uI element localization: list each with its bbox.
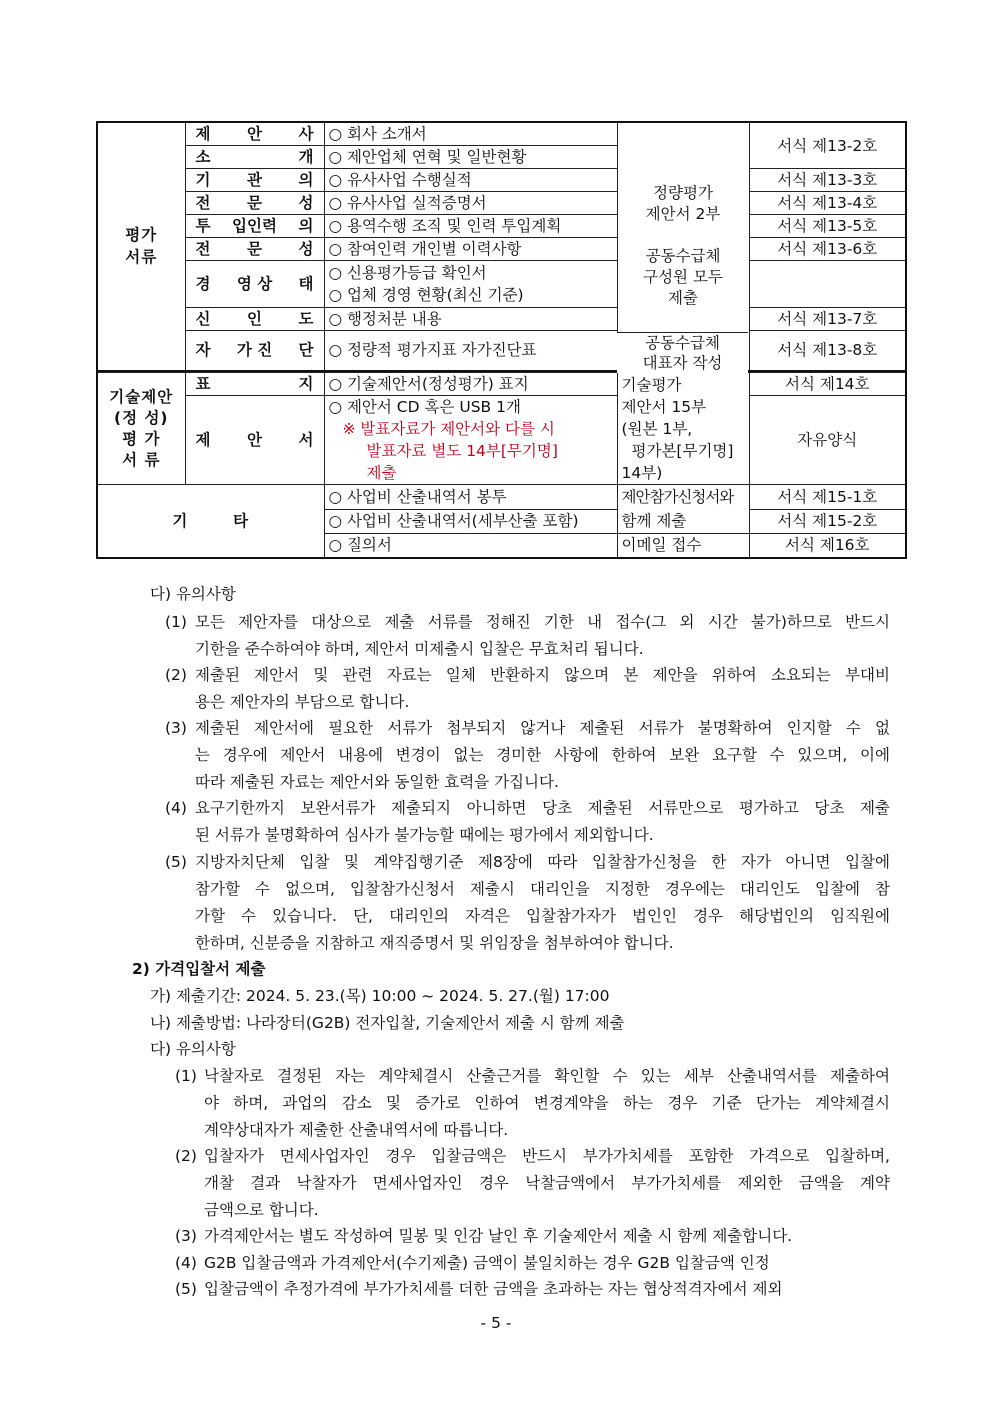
subcategory-expertise-b: 전 문 성 bbox=[185, 192, 324, 215]
subcategory-management: 경 영 상 태 bbox=[185, 261, 324, 308]
note-number: (4) bbox=[165, 799, 187, 817]
item-project-certificate: ○ 유사사업 실적증명서 bbox=[324, 192, 617, 215]
form-14: 서식 제14호 bbox=[749, 373, 906, 396]
submission-method: 나) 제출방법: 나라장터(G2B) 전자입찰, 기술제안서 제출 시 함께 제출 bbox=[150, 1014, 625, 1032]
note-number: (2) bbox=[165, 666, 187, 684]
page-number: - 5 - bbox=[480, 1314, 512, 1332]
form-13-4: 서식 제13-4호 bbox=[749, 192, 906, 215]
form-13-7: 서식 제13-7호 bbox=[749, 308, 906, 331]
note-text: 모든 제안자를 대상으로 제출 서류를 정해진 기한 내 접수(그 외 시간 불가)하므로 반드시 기한을 준수하여야 하며, 제안서 미제출시 입찰은 무효처리 됩니다. bbox=[195, 613, 890, 658]
note-text: 제출된 제안서에 필요한 서류가 첨부되지 않거나 제출된 서류가 불명확하여 인지할 수 없 는 경우에 제안서 내용에 변경이 없는 경미한 사항에 한하여 보완 요구할 수 있으며, 이에 따라 제출된 자료는 제안서와 동일한 효력을 가집니다. bbox=[195, 719, 890, 791]
notes-heading: 다) 유의사항 bbox=[150, 1040, 236, 1058]
document-table-lower bbox=[96, 372, 907, 559]
note-number: (5) bbox=[165, 853, 187, 871]
group-label-tech: 기술제안 (정 성) 평 가 서 류 bbox=[97, 373, 185, 485]
form-15-2: 서식 제15-2호 bbox=[749, 509, 906, 534]
note-text: 제출된 제안서 및 관련 자료는 일체 반환하지 않으며 본 제안을 위하여 소요되는 부대비 용은 제안자의 부담으로 합니다. bbox=[195, 666, 890, 711]
item-staff-resume: ○ 참여인력 개인별 이력사항 bbox=[324, 238, 617, 261]
subcategory-self-check: 자 가 진 단 bbox=[185, 331, 324, 371]
form-empty bbox=[749, 261, 906, 308]
submission-period: 가) 제출기간: 2024. 5. 23.(목) 10:00 ~ 2024. 5. 27.(월) 17:00 bbox=[150, 987, 610, 1005]
note-text: 입찰자가 면세사업자인 경우 입찰금액은 반드시 부가가치세를 포함한 가격으로 입찰하며, 개찰 결과 낙찰자가 면세사업자인 경우 낙찰금액에서 부가가치세를 제외한 금액을 계약 금액으로 합니다. bbox=[204, 1147, 890, 1219]
notes-heading: 다) 유의사항 bbox=[150, 585, 236, 603]
note-quantitative: 정량평가 제안서 2부 공동수급체 구성원 모두 제출 bbox=[617, 122, 749, 371]
subcategory-proposal: 제 안 서 bbox=[185, 396, 324, 485]
group-label-eval: 평가 서류 bbox=[97, 122, 185, 371]
note-self-check: 공동수급체 대표자 작성 bbox=[617, 332, 748, 373]
group-label-etc: 기 타 bbox=[97, 485, 324, 558]
item-cost-detail: ○ 사업비 산출내역서(세부산출 포함) bbox=[324, 509, 617, 534]
subcategory-expertise-a: 기 관 의 bbox=[185, 169, 324, 192]
note-number: (3) bbox=[175, 1227, 197, 1245]
item-company-history: ○ 제안업체 연혁 및 일반현황 bbox=[324, 146, 617, 169]
item-similar-projects: ○ 유사사업 수행실적 bbox=[324, 169, 617, 192]
note-tech-eval: 기술평가 제안서 15부 (원본 1부, 평가본[무기명] 14부) bbox=[617, 373, 749, 485]
item-staffing-plan: ○ 용역수행 조직 및 인력 투입계획 bbox=[324, 215, 617, 238]
note-text: 입찰금액이 추정가격에 부가가치세를 더한 금액을 초과하는 자는 협상적격자에서 제외 bbox=[204, 1280, 783, 1298]
item-inquiry: ○ 질의서 bbox=[324, 534, 617, 558]
form-free: 자유양식 bbox=[749, 396, 906, 485]
item-company-intro: ○ 회사 소개서 bbox=[324, 122, 617, 146]
note-text: 낙찰자로 결정된 자는 계약체결시 산출근거를 확인할 수 있는 세부 산출내역서를 제출하여 야 하며, 과업의 감소 및 증가로 인하여 변경계약을 하는 경우 기준 단가는 계약체결시 계약상대자가 제출한 산출내역서에 따릅니다. bbox=[204, 1067, 890, 1139]
form-13-8: 서식 제13-8호 bbox=[749, 331, 906, 371]
note-email: 이메일 접수 bbox=[617, 534, 749, 558]
subcategory-staff-a: 투 입인력 의 bbox=[185, 215, 324, 238]
form-13-3: 서식 제13-3호 bbox=[749, 169, 906, 192]
note-text: 지방자치단체 입찰 및 계약집행기준 제8장에 따라 입찰참가신청을 한 자가 아니면 입찰에 참가할 수 없으며, 입찰참가신청서 제출시 대리인을 지정한 경우에는 대리인도 입찰에 참 가할 수 있습니다. 단, 대리인의 자격은 입찰참가자가 법인인 경우 해당법인의 임직원에 한하며, 신분증을 지참하고 재직증명서 및 위임장을 첨부하여야 합니다. bbox=[195, 853, 890, 952]
document-table bbox=[96, 121, 907, 372]
subcategory-cover: 표 지 bbox=[185, 373, 324, 396]
note-number: (4) bbox=[175, 1254, 197, 1272]
item-tech-cover: ○ 기술제안서(정성평가) 표지 bbox=[324, 373, 617, 396]
subcategory-company-intro-a: 제 안 사 bbox=[185, 122, 324, 146]
subcategory-credibility: 신 인 도 bbox=[185, 308, 324, 331]
note-number: (1) bbox=[175, 1067, 197, 1085]
section-heading-price-bid: 2) 가격입찰서 제출 bbox=[132, 960, 266, 978]
form-13-5: 서식 제13-5호 bbox=[749, 215, 906, 238]
note-number: (3) bbox=[165, 719, 187, 737]
note-text: G2B 입찰금액과 가격제안서(수기제출) 금액이 불일치하는 경우 G2B 입찰금액 인정 bbox=[204, 1254, 770, 1272]
note-number: (1) bbox=[165, 613, 187, 631]
note-number: (5) bbox=[175, 1280, 197, 1298]
note-etc: 제안참가신청서와 함께 제출 bbox=[617, 485, 749, 534]
form-13-6: 서식 제13-6호 bbox=[749, 238, 906, 261]
item-cost-envelope: ○ 사업비 산출내역서 봉투 bbox=[324, 485, 617, 510]
subcategory-staff-b: 전 문 성 bbox=[185, 238, 324, 261]
item-proposal-media: ○ 제안서 CD 혹은 USB 1개 ※ 발표자료가 제안서와 다를 시 발표자료 별도 14부[무기명] 제출 bbox=[324, 396, 617, 485]
subcategory-company-intro-b: 소 개 bbox=[185, 146, 324, 169]
item-credit-rating: ○ 신용평가등급 확인서 ○ 업체 경영 현황(최신 기준) bbox=[324, 261, 617, 308]
form-16: 서식 제16호 bbox=[749, 534, 906, 558]
item-self-check: ○ 정량적 평가지표 자가진단표 bbox=[324, 331, 617, 371]
form-15-1: 서식 제15-1호 bbox=[749, 485, 906, 510]
note-text: 가격제안서는 별도 작성하여 밀봉 및 인감 날인 후 기술제안서 제출 시 함께 제출합니다. bbox=[204, 1227, 793, 1245]
note-number: (2) bbox=[175, 1147, 197, 1165]
note-text: 요구기한까지 보완서류가 제출되지 아니하면 당초 제출된 서류만으로 평가하고 당초 제출 된 서류가 불명확하여 심사가 불가능할 때에는 평가에서 제외합니다. bbox=[195, 799, 890, 844]
form-13-2: 서식 제13-2호 bbox=[749, 122, 906, 169]
item-sanctions: ○ 행정처분 내용 bbox=[324, 308, 617, 331]
